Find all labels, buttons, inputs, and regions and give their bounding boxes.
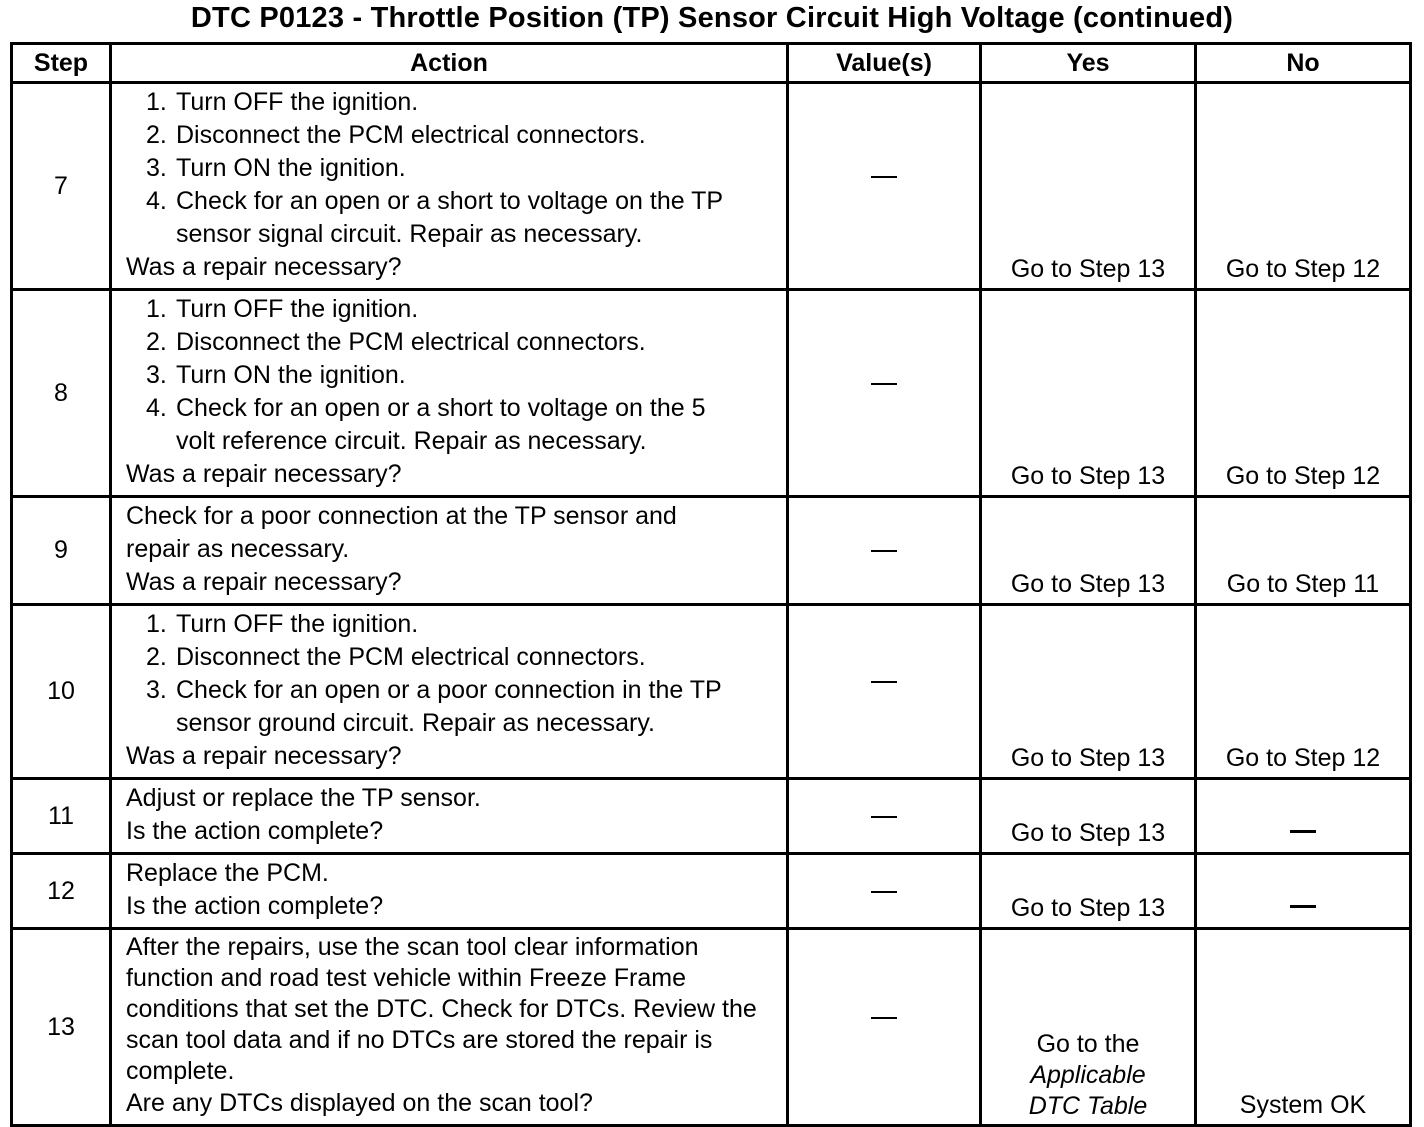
substep-item: 4. Check for an open or a short to voltage on the 5 volt reference circuit. Repair as necessary.: [146, 394, 706, 455]
no-cell: Go to Step 12: [1196, 290, 1411, 497]
substep-item: 1. Turn OFF the ignition.: [146, 610, 419, 638]
action-cell: [111, 929, 788, 1126]
yes-cell: Go to Step 13: [981, 779, 1196, 854]
action-question: Are any DTCs displayed on the scan tool?: [126, 1089, 593, 1117]
dash-mark: [871, 816, 897, 818]
yes-cell: Go to Step 13: [981, 854, 1196, 929]
action-cell: [111, 497, 788, 605]
header-no: No: [1196, 44, 1411, 83]
substep-item: 4. Check for an open or a short to voltage on the TP sensor signal circuit. Repair as necessary.: [146, 187, 723, 248]
substep-item: 3. Check for an open or a poor connection in the TP sensor ground circuit. Repair as necessary.: [146, 676, 722, 737]
header-values: Value(s): [788, 44, 981, 83]
step-number: 8: [12, 290, 111, 497]
action-cell: [111, 290, 788, 497]
dash-mark: [1290, 830, 1316, 833]
no-cell: Go to Step 11: [1196, 497, 1411, 605]
value-cell: [788, 854, 981, 929]
dash-mark: [871, 1017, 897, 1019]
action-question: Is the action complete?: [126, 817, 384, 845]
header-yes: Yes: [981, 44, 1196, 83]
substep-item: 2. Disconnect the PCM electrical connectors.: [146, 328, 646, 356]
action-question: Was a repair necessary?: [126, 253, 402, 281]
no-cell: [1196, 854, 1411, 929]
action-cell: [111, 779, 788, 854]
table-row: [12, 497, 1411, 605]
no-cell: System OK: [1196, 929, 1411, 1126]
dash-mark: [871, 176, 897, 178]
action-question: Was a repair necessary?: [126, 568, 402, 596]
substep-item: 1. Turn OFF the ignition.: [146, 295, 419, 323]
table-row: [12, 779, 1411, 854]
substep-item: 3. Turn ON the ignition.: [146, 154, 406, 182]
diagnostic-table: [10, 42, 1412, 1127]
value-cell: [788, 83, 981, 290]
substep-item: 2. Disconnect the PCM electrical connectors.: [146, 121, 646, 149]
substep-item: 3. Turn ON the ignition.: [146, 361, 406, 389]
action-text: After the repairs, use the scan tool clear information function and road test vehicle within Freeze Frame conditions that set the DTC. Check for DTCs. Review the scan tool data and if no DTCs are stored the repair is complete.: [126, 933, 757, 1085]
yes-cell: Go to Step 13: [981, 83, 1196, 290]
value-cell: [788, 290, 981, 497]
value-cell: [788, 497, 981, 605]
action-cell: [111, 605, 788, 779]
yes-cell: Go to Step 13: [981, 605, 1196, 779]
table-row: [12, 605, 1411, 779]
step-number: 10: [12, 605, 111, 779]
step-number: 7: [12, 83, 111, 290]
dash-mark: [871, 891, 897, 893]
dash-mark: [871, 550, 897, 552]
substep-list: [126, 293, 778, 458]
action-cell: [111, 854, 788, 929]
yes-cell: [981, 929, 1196, 1126]
table-row: [12, 290, 1411, 497]
substep-list: [126, 86, 778, 251]
table-row: [12, 929, 1411, 1126]
action-cell: [111, 83, 788, 290]
action-text: Adjust or replace the TP sensor.: [126, 784, 481, 812]
yes-link-text: Go to the Applicable DTC Table: [1028, 1030, 1148, 1120]
action-question: Was a repair necessary?: [126, 460, 402, 488]
header-action: Action: [111, 44, 788, 83]
value-cell: [788, 929, 981, 1126]
value-cell: [788, 779, 981, 854]
substep-item: 1. Turn OFF the ignition.: [146, 88, 419, 116]
dash-mark: [871, 681, 897, 683]
table-header-row: [12, 44, 1411, 83]
step-number: 11: [12, 779, 111, 854]
substep-item: 2. Disconnect the PCM electrical connectors.: [146, 643, 646, 671]
no-cell: [1196, 779, 1411, 854]
page-title: DTC P0123 - Throttle Position (TP) Sensor Circuit High Voltage (continued): [190, 2, 1234, 34]
substep-list: [126, 608, 778, 740]
table-row: [12, 83, 1411, 290]
action-text: Replace the PCM.: [126, 859, 329, 887]
dash-mark: [1290, 905, 1316, 908]
no-cell: Go to Step 12: [1196, 83, 1411, 290]
action-question: Was a repair necessary?: [126, 742, 402, 770]
yes-cell: Go to Step 13: [981, 290, 1196, 497]
header-step: Step: [12, 44, 111, 83]
no-cell: Go to Step 12: [1196, 605, 1411, 779]
step-number: 12: [12, 854, 111, 929]
step-number: 9: [12, 497, 111, 605]
value-cell: [788, 605, 981, 779]
action-question: Is the action complete?: [126, 892, 384, 920]
table-row: [12, 854, 1411, 929]
action-text: Check for a poor connection at the TP sensor and repair as necessary.: [126, 502, 677, 563]
dash-mark: [871, 383, 897, 385]
yes-cell: Go to Step 13: [981, 497, 1196, 605]
step-number: 13: [12, 929, 111, 1126]
